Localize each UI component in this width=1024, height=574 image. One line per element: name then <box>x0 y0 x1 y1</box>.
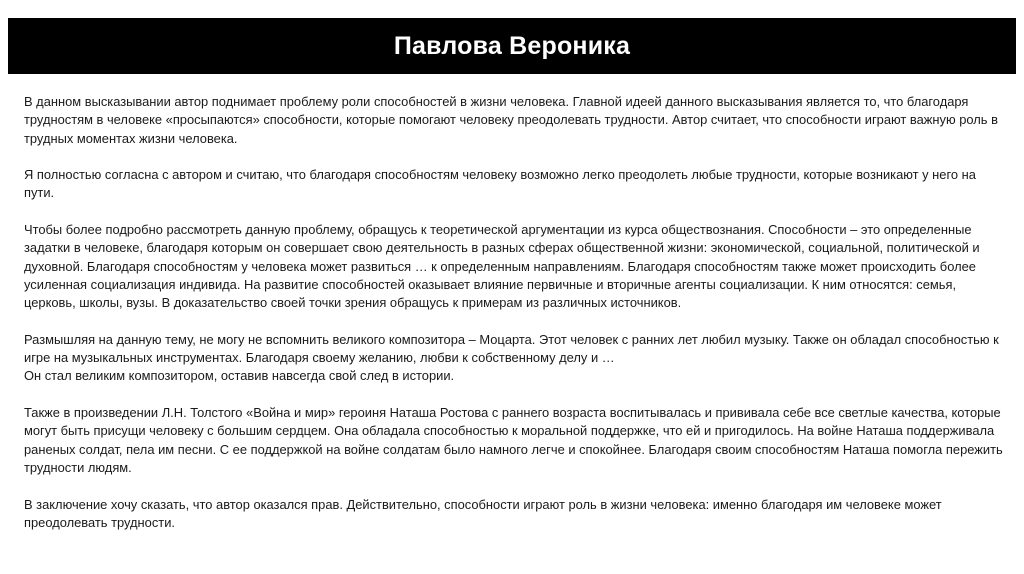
title-bar <box>8 18 1016 74</box>
paragraph-mozart: Размышляя на данную тему, не могу не вспомнить великого композитора – Моцарта. Этот человек с ранних лет любил музыку. Также он обладал способностью к игре на музыкальных инструментах. Благодаря своему желанию, любви к собственному делу и … <box>24 331 999 366</box>
page-title: Павлова Вероника <box>393 31 631 60</box>
paragraph-agreement: Я полностью согласна с автором и считаю, что благодаря способностям человеку возможно легко преодолеть любые трудности, которые возникают у него на пути. <box>24 167 976 201</box>
paragraph-intro: В данном высказывании автор поднимает проблему роли способностей в жизни человека. Главной идеей данного высказывания является то, что благодаря трудностям в человеке «просыпаются» способности, которые помогают человеку преодолевать трудности. Автор считает, что способности играют важную роль в трудных моментах жизни человека. <box>24 94 998 146</box>
essay-body <box>24 93 1009 532</box>
paragraph-theory: Чтобы более подробно рассмотреть данную проблему, обращусь к теоретической аргументации из курса обществознания. Способности – это определенные задатки в человеке, благодаря которым он совершает свою деятельность в разных сферах общественной жизни: экономической, социальной, политической и духовной. Благодаря способностям у человека может развиться … к определенным направлениям. Благодаря способностям также может происходить более усиленная социализация индивида. На развитие способностей оказывает влияние первичные и вторичные агенты социализации. К ним относятся: семья, церковь, школы, вузы. В доказательство своей точки зрения обращусь к примерам из различных источников. <box>24 222 980 311</box>
paragraph-tolstoy: Также в произведении Л.Н. Толстого «Война и мир» героиня Наташа Ростова с раннего возраста воспитывалась и прививала себе все светлые качества, которые могут быть присущи человеку с большим сердцем. Она обладала способностью к моральной поддержке, что ей и пригодилось. На войне Наташа поддерживала раненых солдат, пела им песни. С ее поддержкой на войне солдатам было намного легче и спокойнее. Благодаря своим способностям Наташа помогла пережить трудности людям. <box>24 405 1003 475</box>
paragraph-mozart-conclusion: Он стал великим композитором, оставив навсегда свой след в истории. <box>24 368 455 384</box>
paragraph-conclusion: В заключение хочу сказать, что автор оказался прав. Действительно, способности играют роль в жизни человека: именно благодаря им человеке может преодолевать трудности. <box>24 496 942 530</box>
